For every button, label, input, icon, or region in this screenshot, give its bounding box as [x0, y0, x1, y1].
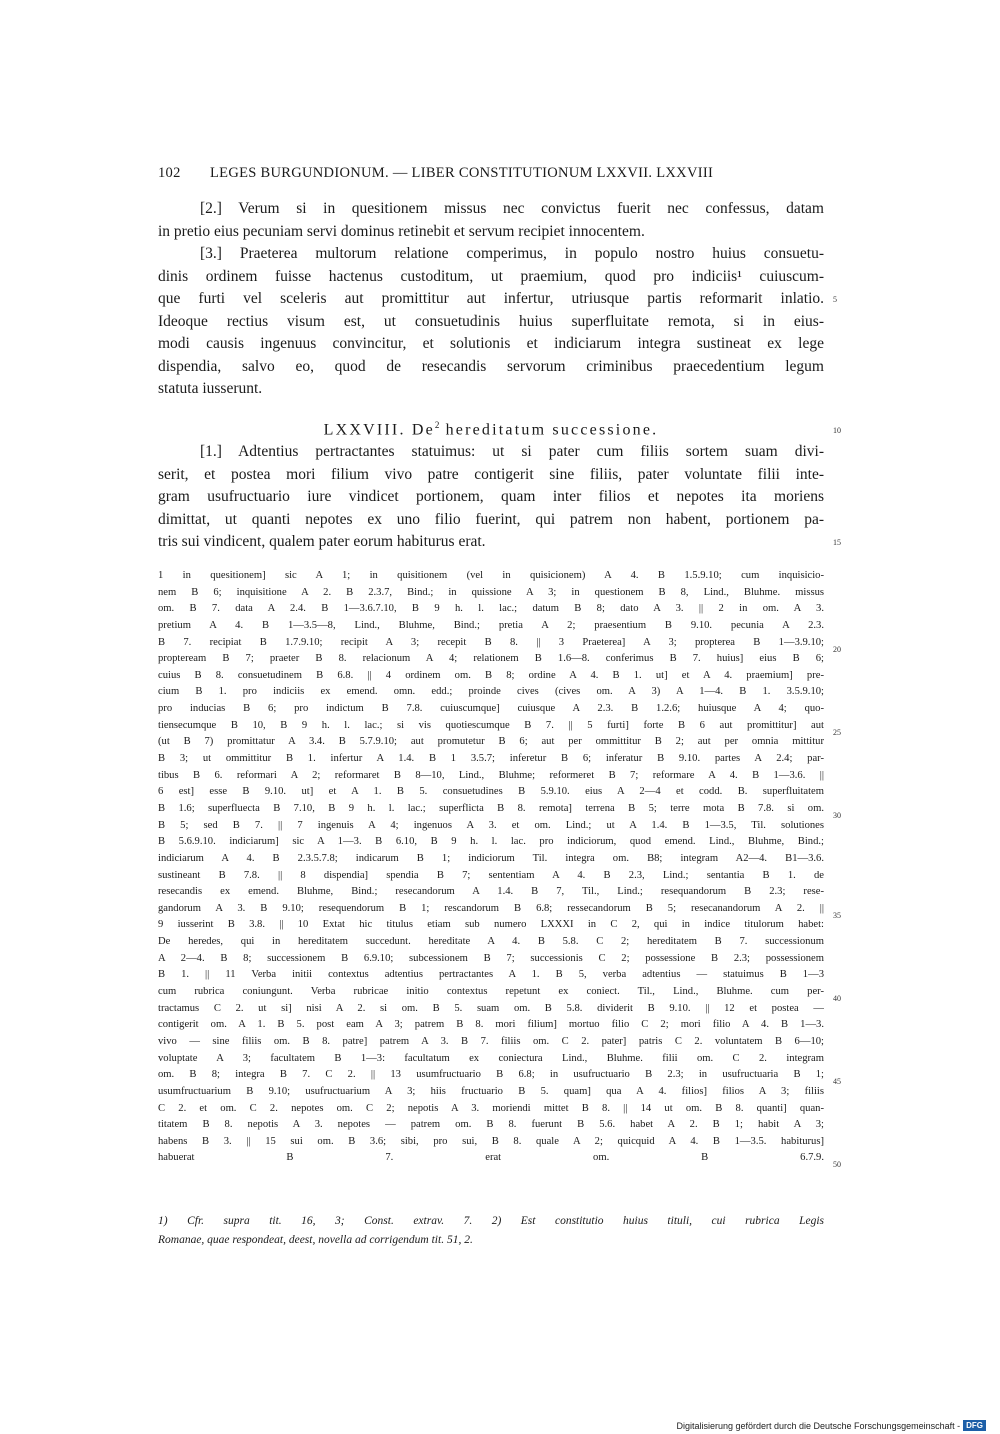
note-line: nem B 6; inquisitione A 2. B 2.3.7, Bind.; in quissione A 3; in questionem B 8, Lind., Bluhme. missus: [158, 586, 824, 598]
note-line: tractamus C 2. ut si] nisi A 2. si om. B 5. suam om. B 5.8. dividerit B 9.10. || 12 et postea —: [158, 1002, 824, 1014]
note-line: habens B 3. || 15 sui om. B 3.6; sibi, pro sui, B 8. quale A 2; quicquid A 4. B 1—3.5. habiturus]: [158, 1135, 824, 1147]
critical-apparatus: [158, 568, 824, 1184]
note-line: habuerat B 7. erat om. B 6.7.9.: [158, 1152, 824, 1164]
note-line: pro inducias B 6; pro indictum B 7.8. cuiuscumque] cuiusque A 2.3. B 1.2.6; huiusque A 4; quo-: [158, 703, 824, 715]
note-line: contigerit om. A 1. B 5. post eam A 3; patrem B 8. mori filium] mortuo filio C 2; mori filio A 4. B 1—3.: [158, 1019, 824, 1031]
text-line: [3.] Praeterea multorum relatione comperimus, in populo nostro huius consuetu-: [200, 245, 824, 262]
note-line: sustineant B 7.8. || 8 dispendia] spendia B 7; sententiam A 4. B 2.3, Lind.; sentantia B 1. de: [158, 869, 824, 881]
text-line: modi causis ingenuus convincitur, et solutionis et indiciarum integra sustineat ex lege: [158, 335, 824, 352]
note-line: A 2—4. B 8; successionem B 6.9.10; subcessionem B 7; successionis C 2; possessione B 2.3; possessionem: [158, 952, 824, 964]
text-line: [2.] Verum si in quesitionem missus nec convictus fuerit nec confessus, datam: [200, 200, 824, 217]
line-number: 15: [833, 538, 841, 547]
note-line: resecandis ex emend. Bluhme, Bind.; resecandorum A 1.4. B 7, Til., Lind.; resequandorum B 2.3; rese-: [158, 886, 824, 898]
running-title: LEGES BURGUNDIONUM. — LIBER CONSTITUTIONUM LXXVII. LXXVIII: [210, 165, 714, 181]
paragraph-2: [158, 198, 824, 243]
note-line: B 3; ut ommittitur B 1. infertur A 1.4. B 1 3.5.7; inferetur B 6; inferatur B 9.10. partes A 2.4; par-: [158, 753, 824, 765]
note-line: 1 in quesitionem] sic A 1; in quisitionem (vel in quisicionem) A 4. B 1.5.9.10; cum inquisicio-: [158, 570, 824, 581]
note-line: B 5; sed B 7. || 7 ingenuis A 4; ingenuos A 3. et om. Lind.; ut A 1.4. B 1—3.5, Til. solutiones: [158, 819, 824, 831]
line-number: 5: [833, 295, 837, 304]
section-title: [158, 420, 824, 439]
text-line: que furti vel sceleris aut promittitur aut infertur, utriusque partis reformarit inlatio.: [158, 290, 824, 307]
note-line: B 7. recipiat B 1.7.9.10; recipit A 3; recepit B 8. || 3 Praeterea] A 3; propterea B 1—3.9.10;: [158, 636, 824, 648]
text-line: statuta iusserunt.: [158, 380, 263, 397]
text-line: Ideoque rectius visum est, ut consuetudinis huius superfluitate remota, si in eius-: [158, 312, 824, 330]
text-line: [1.] Adtentius pertractantes statuimus: ut si pater cum filiis sortem suam divi-: [200, 443, 824, 460]
title-text: LXXVIII. De: [323, 421, 435, 439]
note-line: indiciarum A 4. B 2.3.5.7.8; indicarum B 1; indiciorum Til. integra om. B8; integram A2—4. B1—3.6.: [158, 852, 824, 864]
note-line: De heredes, qui in hereditatem succedunt. hereditate A 4. B 5.8. C 2; hereditatem B 7. successionum: [158, 936, 824, 948]
text-line: dinis ordinem fuisse hactenus custoditum, ut praemium, quod pro indiciis¹ cuiuscum-: [158, 267, 824, 285]
text-line: dispendia, salvo eo, quod de resecandis servorum criminibus praecedentium legum: [158, 357, 824, 375]
line-number: 35: [833, 911, 841, 920]
note-line: tibus B 6. reformari A 2; reformaret B 8—10, Lind., Bluhme; reformeret B 7; reformare A 4. B 1—3.6. ||: [158, 769, 824, 781]
digitization-credit: [676, 1420, 986, 1431]
note-line: gandorum A 3. B 9.10; resequendorum B 1; rescandorum B 6.8; ressecandorum B 5; resecanandorum A 2. ||: [158, 902, 824, 914]
text-line: serit, et postea mori filium vivo patre contigerit sine filiis, pater voluntate filii inte-: [158, 465, 824, 483]
text-line: dimittat, ut quanti nepotes ex uno filio fuerint, qui patrem non habent, portionem pa-: [158, 510, 824, 528]
note-line: propteream B 7; praeter B 8. relacionum A 4; relationem B 1.6—8. conferimus B 7. huius] eius B 6;: [158, 653, 824, 665]
note-line: B 1. || 11 Verba initii contextus adtentius pertractantes A 1. B 5, verba adtentius — statuimus B 1—3: [158, 969, 824, 981]
footnotes: [158, 1212, 824, 1250]
text-line: gram usufructuario iure vindicet portionem, quam inter filios et nepotes ita moriens: [158, 488, 824, 505]
note-line: C 2. et om. C 2. nepotes om. C 2; nepotis A 3. moriendi mittet B 8. || 14 ut om. B 8. quanti] quan-: [158, 1102, 824, 1114]
note-line: pretium A 4. B 1—3.5—8, Lind., Bluhme, Bind.; pretia A 2; praesentium B 9.10. pecunia A 2.3.: [158, 619, 824, 631]
page-number: 102: [158, 165, 181, 181]
note-line: [158, 1167, 824, 1184]
note-line: om. B 7. data A 2.4. B 1—3.6.7.10, B 9 h. l. lac.; datum B 8; dato A 3. || 2 in om. A 3.: [158, 603, 824, 615]
note-line: 6 est] esse B 9.10. ut] et A 1. B 5. consuetudines B 5.9.10. eius A 2—4 et codd. B. superfluitatem: [158, 786, 824, 798]
note-line: tiensecumque B 10, B 9 h. l. lac.; si vis quotiescumque B 7. || 5 furti] forte B 6 aut promittitur] aut: [158, 719, 824, 731]
paragraph-1: [158, 441, 824, 554]
note-line: (ut B 7) promittatur A 3.4. B 5.7.9.10; aut promutetur B 6; aut per ommittitur B 2; aut per omnia mittitur: [158, 736, 824, 748]
running-header: [158, 165, 823, 182]
credit-text: Digitalisierung gefördert durch die Deutsche Forschungsgemeinschaft -: [676, 1420, 961, 1431]
footnote-line: Romanae, quae respondeat, deest, novella ad corrigendum tit. 51, 2.: [158, 1234, 473, 1246]
note-line: om. B 8; integra B 7. C 2. || 13 usumfructuario B 6.8; in usufructuario B 2.3; in usufructuaria B 1;: [158, 1069, 824, 1081]
paragraph-3: [158, 243, 824, 401]
note-line: B 5.6.9.10. indiciarum] sic A 1—3. B 6.10, B 9 h. l. lac. pro indiciorum, quod emend. Lind., Bluhme, Bind.;: [158, 836, 824, 848]
note-line: cuius B 8. consuetudinem B 6.8. || 4 ordinem om. B 8; ordine A 4. B 1. ut] et A 4. praemium] pre-: [158, 669, 824, 681]
line-number: 10: [833, 426, 841, 435]
line-number: 50: [833, 1160, 841, 1169]
dfg-logo: DFG: [963, 1420, 986, 1431]
note-line: titatem B 8. nepotis A 3. nepotes — patrem om. B 8. fuerunt B 5.6. habet A 2. B 1; habit A 3;: [158, 1119, 824, 1131]
note-line: B 1.6; superfluecta B 7.10, B 9 h. l. lac.; superflicta B 8. remota] terrena B 5; terre mota B 7.8. si om.: [158, 802, 824, 814]
line-number: 40: [833, 994, 841, 1003]
note-line: voluptate A 3; facultatem B 1—3: facultatum ex coniectura Lind., Bluhme. filii om. C 2. integram: [158, 1052, 824, 1064]
line-number: 25: [833, 728, 841, 737]
footnote-line: 1) Cfr. supra tit. 16, 3; Const. extrav. 7. 2) Est constitutio huius tituli, cui rubrica Legis: [158, 1215, 824, 1227]
line-number: 20: [833, 645, 841, 654]
text-line: tris sui vindicent, qualem pater eorum habiturus erat.: [158, 533, 486, 550]
text-line: in pretio eius pecuniam servi dominus retinebit et servum recipiet innocentem.: [158, 222, 645, 240]
note-line: vivo — sine filiis om. B 8. patre] patrem A 3. B 7. filiis om. C 2. pater] patris C 2. voluntatem B 6—10;: [158, 1035, 824, 1047]
line-number: 45: [833, 1077, 841, 1086]
note-line: cum rubrica coniungunt. Verba rubricae initio contextus repetunt ex coniect. Til., Lind., Bluhme. cum per-: [158, 986, 824, 998]
line-number: 30: [833, 811, 841, 820]
title-rest: hereditatum successione.: [439, 421, 659, 439]
note-line: usumfructuarium B 9.10; usufructuarium A 3; hiis fructuario B 5. quam] qua A 4. filios] filios A 3; filiis: [158, 1085, 824, 1097]
note-line: 9 iusserint B 3.8. || 10 Extat hic titulus etiam sub numero LXXXI in C 2, qui in indice titulorum habet:: [158, 919, 824, 931]
footnote-ref: 2: [434, 420, 440, 430]
note-line: cium B 1. pro indiciis ex emend. omn. edd.; proinde cives (cives om. A 3) A 1—4. B 1. 3.5.9.10;: [158, 686, 824, 698]
